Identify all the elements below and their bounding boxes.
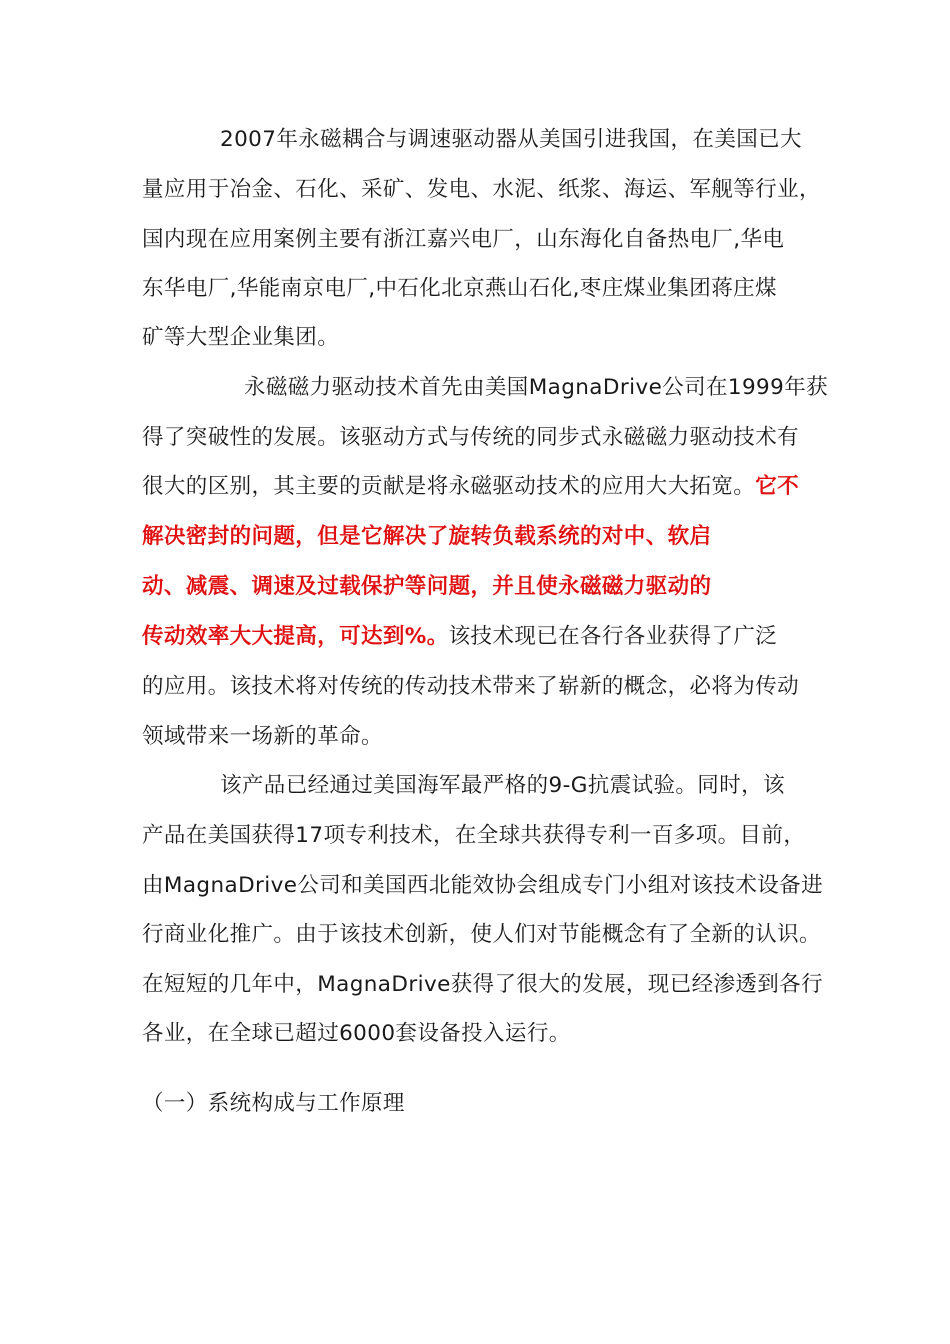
paragraph-3-line-3: 由MagnaDrive公司和美国西北能效协会组成专门小组对该技术设备进 (142, 873, 823, 898)
paragraph-2-line-6-highlight: 传动效率大大提高，可达到%。 (142, 624, 449, 649)
paragraph-2-highlight-line-1: 解决密封的问题，但是它解决了旋转负载系统的对中、软启 (142, 524, 712, 549)
paragraph-2-line-8: 领域带来一场新的革命。 (142, 724, 383, 749)
paragraph-2-line-3 (142, 472, 799, 502)
paragraph-2-line-3-highlight: 它不 (755, 474, 800, 499)
paragraph-3-line-2: 产品在美国获得17项专利技术，在全球共获得专利一百多项。目前， (142, 823, 806, 848)
paragraph-3-line-4: 行商业化推广。由于该技术创新，使人们对节能概念有了全新的认识。 (142, 922, 821, 947)
paragraph-3-line-6: 各业，在全球已超过6000套设备投入运行。 (142, 1021, 571, 1046)
paragraph-1-line-3: 国内现在应用案例主要有浙江嘉兴电厂，山东海化自备热电厂,华电 (142, 227, 785, 252)
paragraph-2-line-1: 永磁磁力驱动技术首先由美国MagnaDrive公司在1999年获 (244, 375, 829, 400)
paragraph-1-line-5: 矿等大型企业集团。 (142, 325, 340, 350)
section-heading: （一）系统构成与工作原理 (142, 1091, 405, 1116)
paragraph-3-line-1: 该产品已经通过美国海军最严格的9-G抗震试验。同时，该 (220, 773, 785, 798)
paragraph-3-line-5: 在短短的几年中，MagnaDrive获得了很大的发展，现已经渗透到各行 (142, 972, 823, 997)
paragraph-1-line-1: 2007年永磁耦合与调速驱动器从美国引进我国，在美国已大 (220, 127, 802, 152)
paragraph-1-line-2: 量应用于冶金、石化、采矿、发电、水泥、纸浆、海运、军舰等行业， (142, 177, 821, 202)
paragraph-2-line-6 (142, 622, 777, 652)
paragraph-2-line-2: 得了突破性的发展。该驱动方式与传统的同步式永磁磁力驱动技术有 (142, 425, 800, 450)
paragraph-2-line-7: 的应用。该技术将对传统的传动技术带来了崭新的概念，必将为传动 (142, 674, 800, 699)
paragraph-2-highlight-line-2: 动、减震、调速及过载保护等问题，并且使永磁磁力驱动的 (142, 574, 712, 599)
paragraph-2-line-3-normal: 很大的区别，其主要的贡献是将永磁驱动技术的应用大大拓宽。 (142, 474, 756, 499)
paragraph-1-line-4: 东华电厂,华能南京电厂,中石化北京燕山石化,枣庄煤业集团蒋庄煤 (142, 276, 777, 301)
paragraph-2-line-6-normal: 该技术现已在各行各业获得了广泛 (448, 624, 778, 649)
